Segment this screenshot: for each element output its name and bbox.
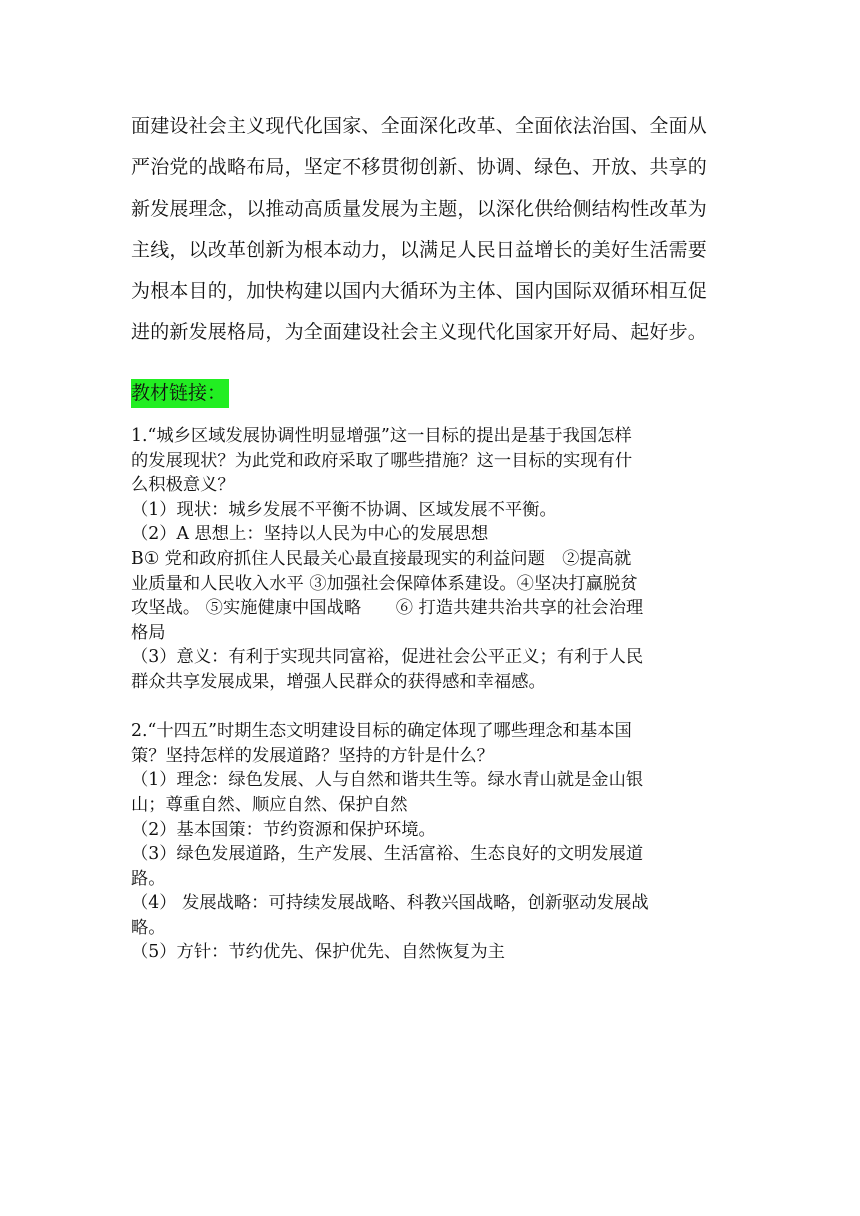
answer-2-strategy-line: 略。 — [131, 917, 166, 938]
question-1-line: 么积极意义？ — [131, 475, 235, 496]
answer-1-ideology: （2）A 思想上：坚持以人民为中心的发展思想 — [131, 524, 489, 545]
answer-2-concept-line: （1）理念：绿色发展、人与自然和谐共生等。绿水青山就是金山银 — [131, 770, 644, 791]
section-tag-highlight: 教材链接： — [131, 379, 229, 408]
question-1-block — [131, 424, 733, 695]
answer-2-development-path-line: （3）绿色发展道路，生产发展、生活富裕、生态良好的文明发展道 — [131, 844, 644, 865]
question-2-line: 策？坚持怎样的发展道路？坚持的方针是什么？ — [131, 745, 494, 766]
answer-2-national-policy: （2）基本国策：节约资源和保护环境。 — [131, 819, 436, 840]
answer-2-development-path-line: 路。 — [131, 868, 166, 889]
section-tag-wrapper — [131, 379, 229, 408]
questions-content — [131, 424, 733, 965]
question-1-line: 1.“城乡区域发展协调性明显增强”这一目标的提出是基于我国怎样 — [131, 426, 632, 446]
answer-1-significance-line: （3）意义：有利于实现共同富裕，促进社会公平正义；有利于人民 — [131, 647, 644, 668]
paragraph-spacer — [131, 695, 733, 720]
intro-line: 主线，以改革创新为根本动力，以满足人民日益增长的美好生活需要 — [131, 238, 708, 261]
intro-line: 为根本目的，加快构建以国内大循环为主体、国内国际双循环相互促 — [131, 280, 708, 303]
answer-1-significance-line: 群众共享发展成果，增强人民群众的获得感和幸福感。 — [131, 671, 546, 692]
intro-line: 新发展理念，以推动高质量发展为主题，以深化供给侧结构性改革为 — [131, 197, 708, 220]
intro-line: 面建设社会主义现代化国家、全面深化改革、全面依法治国、全面从 — [131, 115, 708, 137]
answer-1-current-status: （1）现状：城乡发展不平衡不协调、区域发展不平衡。 — [131, 499, 557, 520]
question-2-block — [131, 719, 733, 965]
answer-1-measures-line: 业质量和人民收入水平 ③加强社会保障体系建设。④坚决打赢脱贫 — [131, 573, 638, 594]
intro-line: 严治党的战略布局，坚定不移贯彻创新、协调、绿色、开放、共享的 — [131, 156, 708, 179]
intro-paragraph — [131, 106, 731, 354]
answer-2-strategy-line: （4） 发展战略：可持续发展战略、科教兴国战略，创新驱动发展战 — [131, 893, 649, 914]
answer-1-measures-line: 攻坚战。 ⑤实施健康中国战略 ⑥ 打造共建共治共享的社会治理 — [131, 598, 644, 619]
intro-line: 进的新发展格局，为全面建设社会主义现代化国家开好局、起好步。 — [131, 321, 708, 344]
answer-2-guideline: （5）方针：节约优先、保护优先、自然恢复为主 — [131, 942, 505, 963]
answer-1-measures-line: 格局 — [131, 622, 166, 643]
question-2-line: 2.“十四五”时期生态文明建设目标的确定体现了哪些理念和基本国 — [131, 721, 632, 742]
question-1-line: 的发展现状？为此党和政府采取了哪些措施？这一目标的实现有什 — [131, 450, 633, 471]
answer-1-measures-line: B① 党和政府抓住人民最关心最直接最现实的利益问题 ②提高就 — [131, 548, 632, 569]
answer-2-concept-line: 山；尊重自然、顺应自然、保护自然 — [131, 794, 408, 815]
